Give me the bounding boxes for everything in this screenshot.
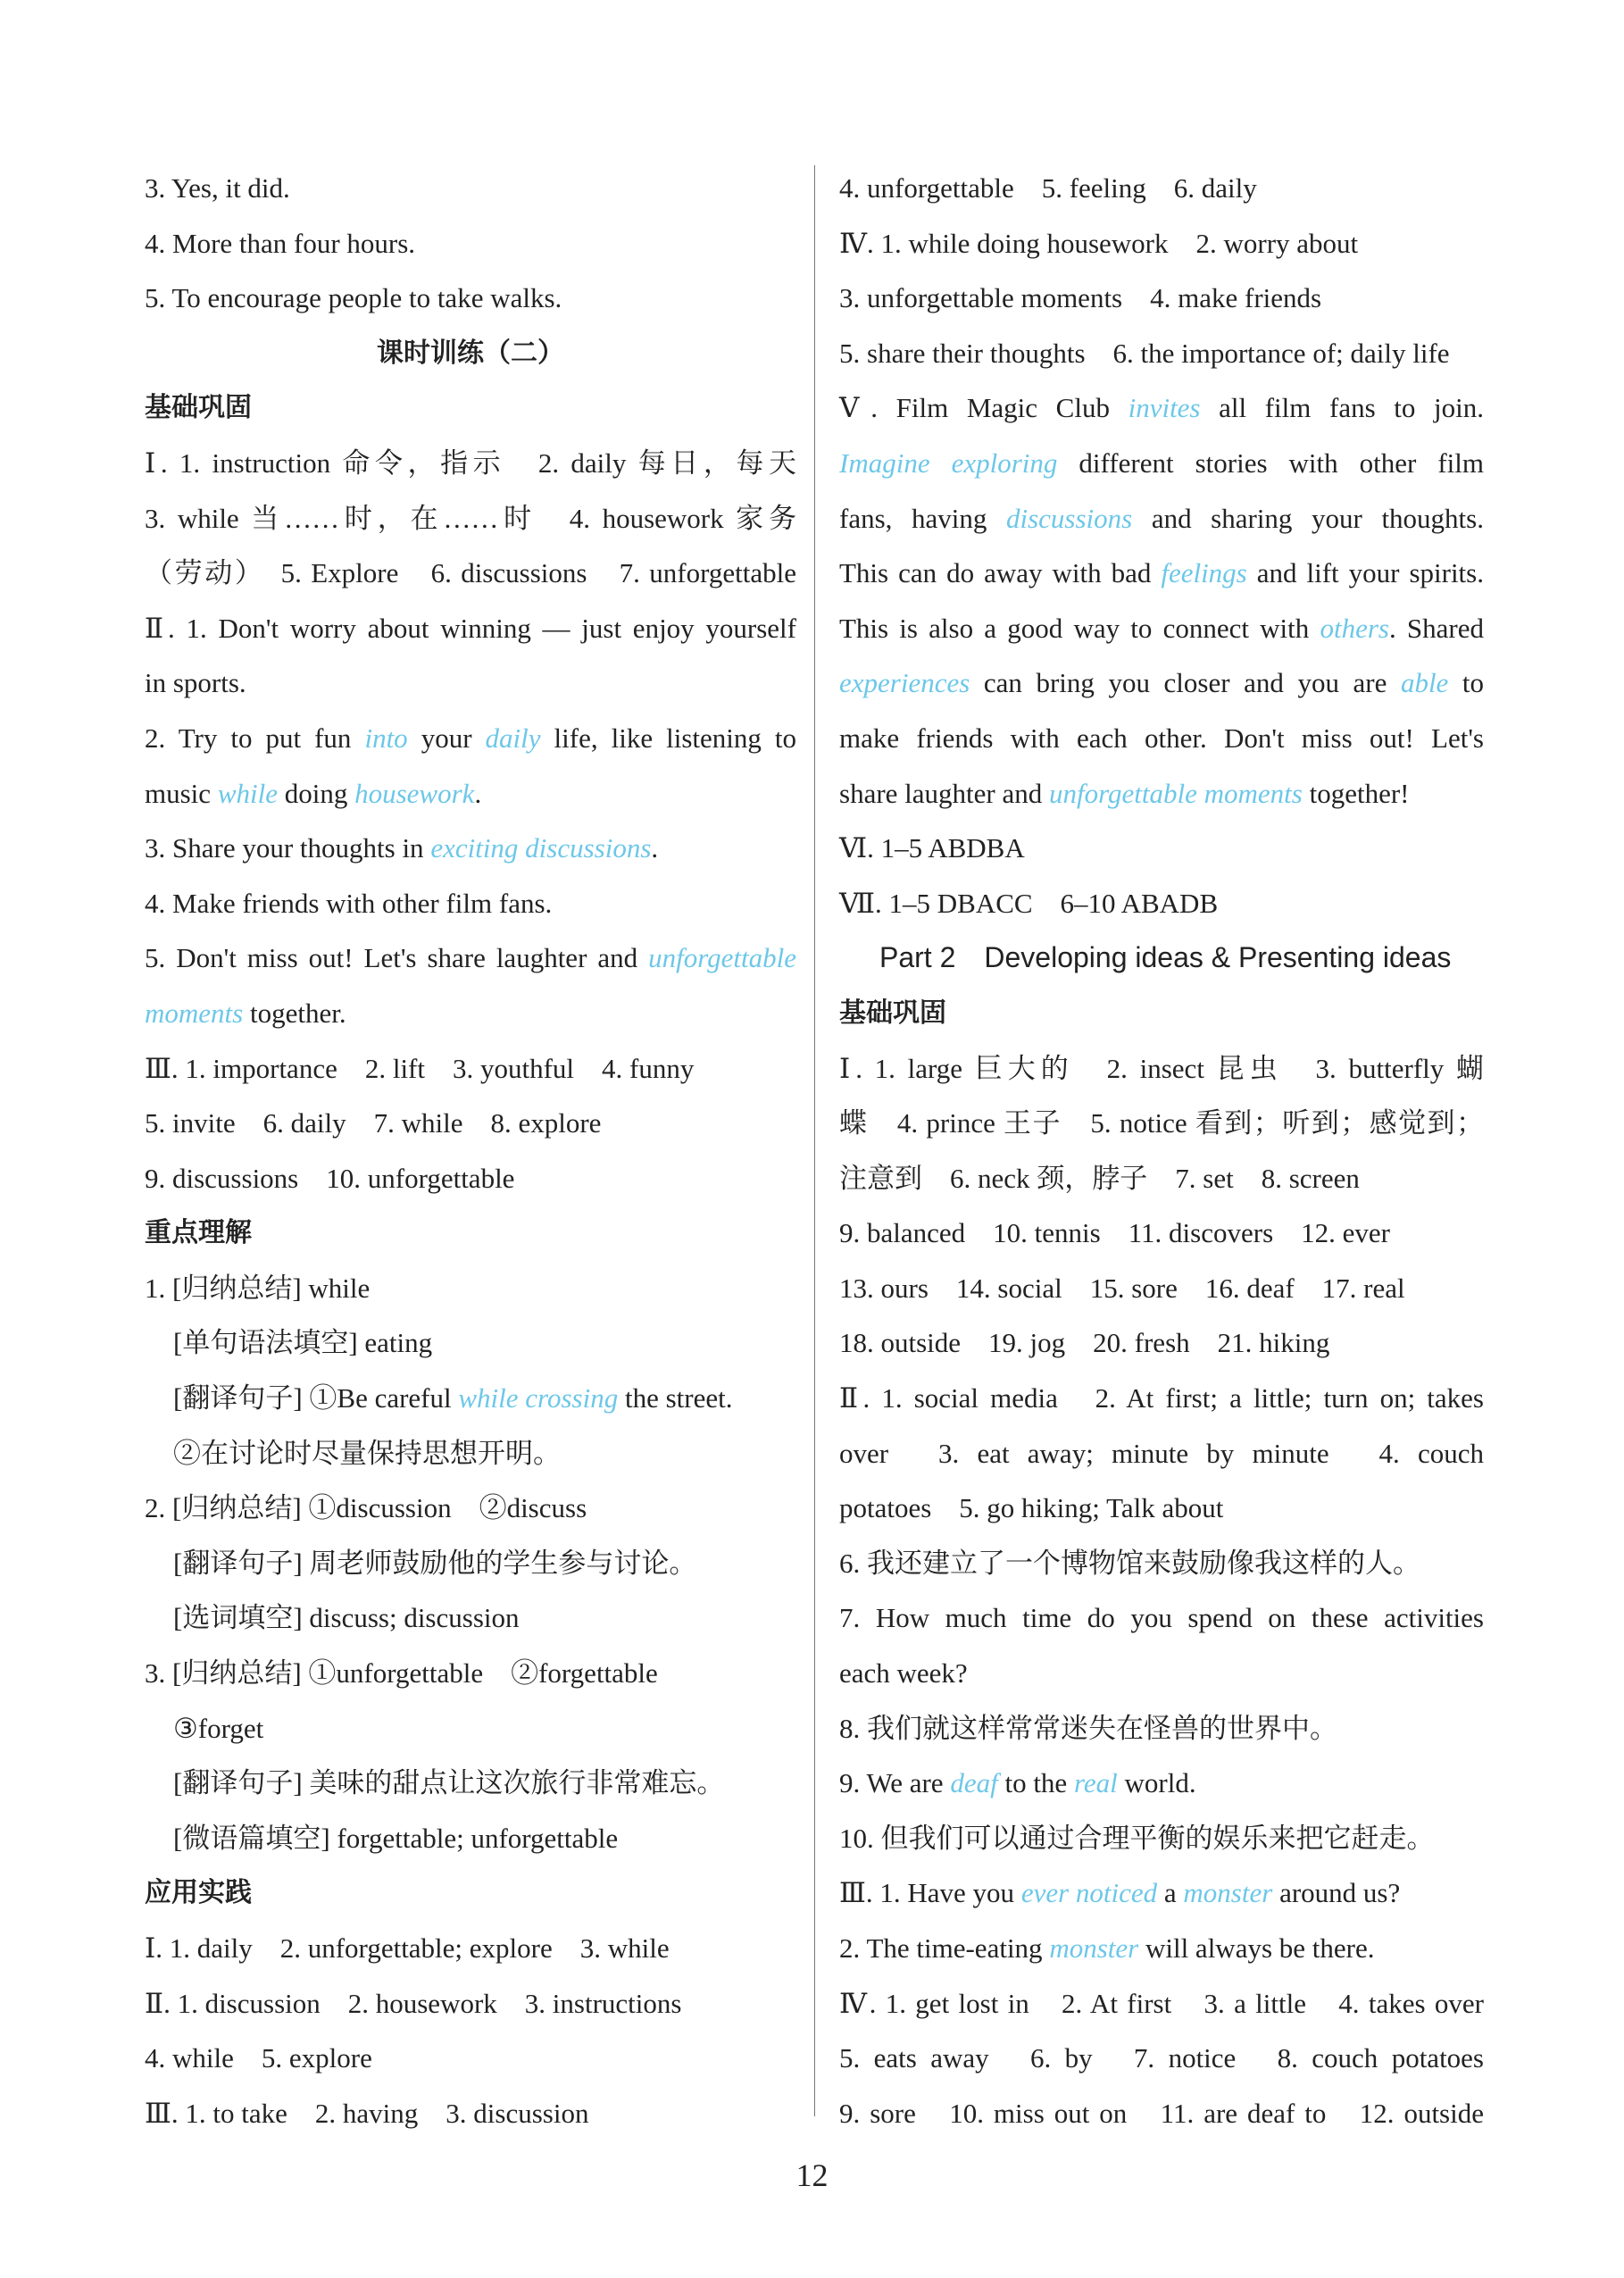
text: [翻译句子] ①Be careful	[173, 1382, 459, 1414]
filled-answer: real	[1073, 1767, 1118, 1799]
answer-line: Ⅱ. 1. social media 2. At first; a little; turn on; takes	[839, 1382, 1484, 1414]
answer-line: （劳动） 5. Explore 6. discussions 7. unforgettable	[145, 557, 796, 589]
section-heading: 应用实践	[145, 1877, 252, 1909]
answer-line: 9. discussions 10. unforgettable	[145, 1162, 515, 1194]
text: .	[651, 832, 659, 864]
filled-answer: housework	[354, 777, 475, 809]
text: together.	[243, 997, 346, 1029]
answer-line	[145, 766, 796, 822]
text: different stories with other film	[1057, 446, 1485, 479]
text: around us?	[1272, 1877, 1401, 1909]
section-heading: 基础巩固	[145, 392, 252, 424]
answer-line	[145, 986, 796, 1041]
text: 9. We are	[839, 1767, 951, 1799]
answer-line: 5. invite 6. daily 7. while 8. explore	[145, 1107, 602, 1139]
answer-line: 9. balanced 10. tennis 11. discovers 12. ever	[839, 1217, 1390, 1249]
answer-line: 10. 但我们可以通过合理平衡的娱乐来把它赶走。	[839, 1822, 1435, 1854]
text: world.	[1117, 1767, 1196, 1799]
text: music	[145, 777, 218, 809]
text: doing	[277, 777, 355, 809]
answer-line: 1. [归纳总结] while	[145, 1272, 371, 1304]
section-heading: 基础巩固	[839, 997, 946, 1029]
answer-line: [翻译句子] 周老师鼓励他的学生参与讨论。	[173, 1547, 697, 1579]
filled-answer: into	[364, 722, 408, 754]
answer-line: 5. share their thoughts 6. the importance of; daily life	[839, 337, 1450, 369]
answer-line: [翻译句子] 美味的甜点让这次旅行非常难忘。	[173, 1767, 725, 1799]
answer-line	[839, 1865, 1484, 1921]
answer-line: 4. More than four hours.	[145, 227, 416, 259]
answer-line	[839, 601, 1484, 656]
answer-line: 4. unforgettable 5. feeling 6. daily	[839, 172, 1257, 204]
answer-line: Ⅱ. 1. Don't worry about winning — just enjoy yourself	[145, 612, 796, 644]
answer-line: Ⅶ. 1–5 DBACC 6–10 ABADB	[839, 887, 1219, 919]
filled-answer: monster	[1183, 1877, 1273, 1909]
answer-line: 4. Make friends with other film fans.	[145, 887, 553, 919]
text: This can do away with bad	[839, 557, 1162, 589]
answer-line: Ⅲ. 1. to take 2. having 3. discussion	[145, 2097, 589, 2129]
answer-line: 3. while 当……时，在……时 4. housework 家务	[145, 502, 796, 534]
filled-answer: feelings	[1161, 557, 1247, 589]
right-column	[839, 161, 1484, 2140]
text: 2. Try to put fun	[145, 722, 365, 754]
filled-answer: daily	[485, 722, 541, 754]
text: all film fans to join.	[1200, 392, 1484, 424]
answer-line: Ⅵ. 1–5 ABDBA	[839, 832, 1025, 864]
answer-line	[839, 546, 1484, 601]
filled-answer: invites	[1128, 392, 1201, 424]
answer-line: 13. ours 14. social 15. sore 16. deaf 17. real	[839, 1272, 1405, 1304]
answer-line	[839, 766, 1484, 822]
answer-line: Ⅱ. 1. discussion 2. housework 3. instructions	[145, 1987, 682, 2019]
answer-line: [微语篇填空] forgettable; unforgettable	[173, 1822, 619, 1854]
answer-line	[145, 1371, 796, 1426]
answer-line	[839, 655, 1484, 711]
text: will always be there.	[1138, 1932, 1375, 1964]
answer-line: each week?	[839, 1657, 968, 1690]
text: 2. The time-eating	[839, 1932, 1050, 1964]
answer-line: 3. [归纳总结] ①unforgettable ②forgettable	[145, 1657, 658, 1690]
answer-line	[839, 1921, 1484, 1976]
answer-line	[839, 436, 1484, 491]
text: 3. Share your thoughts in	[145, 832, 431, 864]
text: and sharing your thoughts.	[1132, 502, 1484, 534]
filled-answer: Imagine exploring	[839, 446, 1058, 479]
answer-line: over 3. eat away; minute by minute 4. couch	[839, 1437, 1484, 1469]
text: Ⅲ. 1. Have you	[839, 1877, 1021, 1909]
lesson-heading: 课时训练（二）	[377, 337, 564, 369]
left-column	[145, 161, 796, 2140]
answer-line: Ⅰ. 1. instruction 命令，指示 2. daily 每日，每天	[145, 446, 796, 479]
answer-line: Ⅲ. 1. importance 2. lift 3. youthful 4. funny	[145, 1052, 695, 1084]
filled-answer: moments	[145, 997, 244, 1029]
answer-line: 2. [归纳总结] ①discussion ②discuss	[145, 1492, 587, 1524]
answer-line: 3. Yes, it did.	[145, 172, 290, 204]
answer-line: 4. while 5. explore	[145, 2042, 372, 2074]
text: the street.	[618, 1382, 733, 1414]
answer-line: 5. To encourage people to take walks.	[145, 282, 562, 314]
text: together!	[1302, 777, 1410, 809]
text: to the	[997, 1767, 1074, 1799]
answer-line	[145, 711, 796, 766]
text: and lift your spirits.	[1246, 557, 1484, 589]
page-number: 12	[795, 2157, 829, 2193]
text: your	[407, 722, 486, 754]
answer-line: ②在讨论时尽量保持思想开明。	[173, 1437, 561, 1469]
answer-line	[839, 1756, 1484, 1811]
answer-line: 18. outside 19. jog 20. fresh 21. hiking	[839, 1327, 1330, 1359]
answer-line: [选词填空] discuss; discussion	[173, 1602, 520, 1634]
text: fans, having	[839, 502, 1006, 534]
filled-answer: while crossing	[458, 1382, 619, 1414]
answer-line: Ⅰ. 1. daily 2. unforgettable; explore 3. while	[145, 1932, 670, 1964]
answer-line: [单句语法填空] eating	[173, 1327, 433, 1359]
answer-line	[839, 491, 1484, 547]
part-heading: Part 2 Developing ideas & Presenting ideas	[879, 941, 1452, 974]
filled-answer: exciting discussions	[430, 832, 652, 864]
text: 5. Don't miss out! Let's share laughter and	[145, 942, 649, 974]
filled-answer: while	[217, 777, 278, 809]
column-divider	[814, 165, 815, 2116]
filled-answer: discussions	[1005, 502, 1133, 534]
text: This is also a good way to connect with	[839, 612, 1320, 644]
answer-line: 7. How much time do you spend on these activities	[839, 1602, 1484, 1634]
answer-line: 注意到 6. neck 颈，脖子 7. set 8. screen	[839, 1162, 1360, 1194]
answer-line: Ⅳ. 1. get lost in 2. At first 3. a little 4. takes over	[839, 1987, 1484, 2019]
text: a	[1157, 1877, 1184, 1909]
filled-answer: unforgettable	[648, 942, 796, 974]
answer-line: in sports.	[145, 667, 246, 699]
answer-line: 6. 我还建立了一个博物馆来鼓励像我这样的人。	[839, 1547, 1420, 1579]
answer-line: Ⅰ. 1. large 巨大的 2. insect 昆虫 3. butterfly 蝴	[839, 1052, 1484, 1084]
answer-line: 9. sore 10. miss out on 11. are deaf to 12. outside	[839, 2097, 1484, 2129]
filled-answer: able	[1400, 667, 1449, 699]
section-heading: 重点理解	[145, 1217, 252, 1249]
text: to	[1448, 667, 1484, 699]
filled-answer: deaf	[950, 1767, 998, 1799]
answer-line: Ⅳ. 1. while doing housework 2. worry about	[839, 227, 1359, 259]
answer-line	[145, 821, 796, 876]
answer-line: make friends with each other. Don't miss out! Let's	[839, 722, 1484, 754]
answer-line: ③forget	[173, 1712, 264, 1744]
filled-answer: experiences	[839, 667, 970, 699]
filled-answer: unforgettable moments	[1048, 777, 1303, 809]
text: can bring you closer and you are	[970, 667, 1401, 699]
filled-answer: monster	[1049, 1932, 1139, 1964]
filled-answer: ever noticed	[1020, 1877, 1158, 1909]
answer-line: 蝶 4. prince 王子 5. notice 看到；听到；感觉到；	[839, 1107, 1484, 1139]
answer-line: 3. unforgettable moments 4. make friends	[839, 282, 1322, 314]
text: life, like listening to	[540, 722, 796, 754]
answer-line	[145, 930, 796, 986]
answer-line: 8. 我们就这样常常迷失在怪兽的世界中。	[839, 1712, 1337, 1744]
answer-line: potatoes 5. go hiking; Talk about	[839, 1492, 1224, 1524]
text: . Shared	[1388, 612, 1484, 644]
text: Ⅴ. Film Magic Club	[839, 392, 1128, 424]
text: share laughter and	[839, 777, 1049, 809]
text: .	[474, 777, 482, 809]
filled-answer: others	[1320, 612, 1389, 644]
answer-line: 5. eats away 6. by 7. notice 8. couch potatoes	[839, 2042, 1484, 2074]
answer-line	[839, 380, 1484, 436]
